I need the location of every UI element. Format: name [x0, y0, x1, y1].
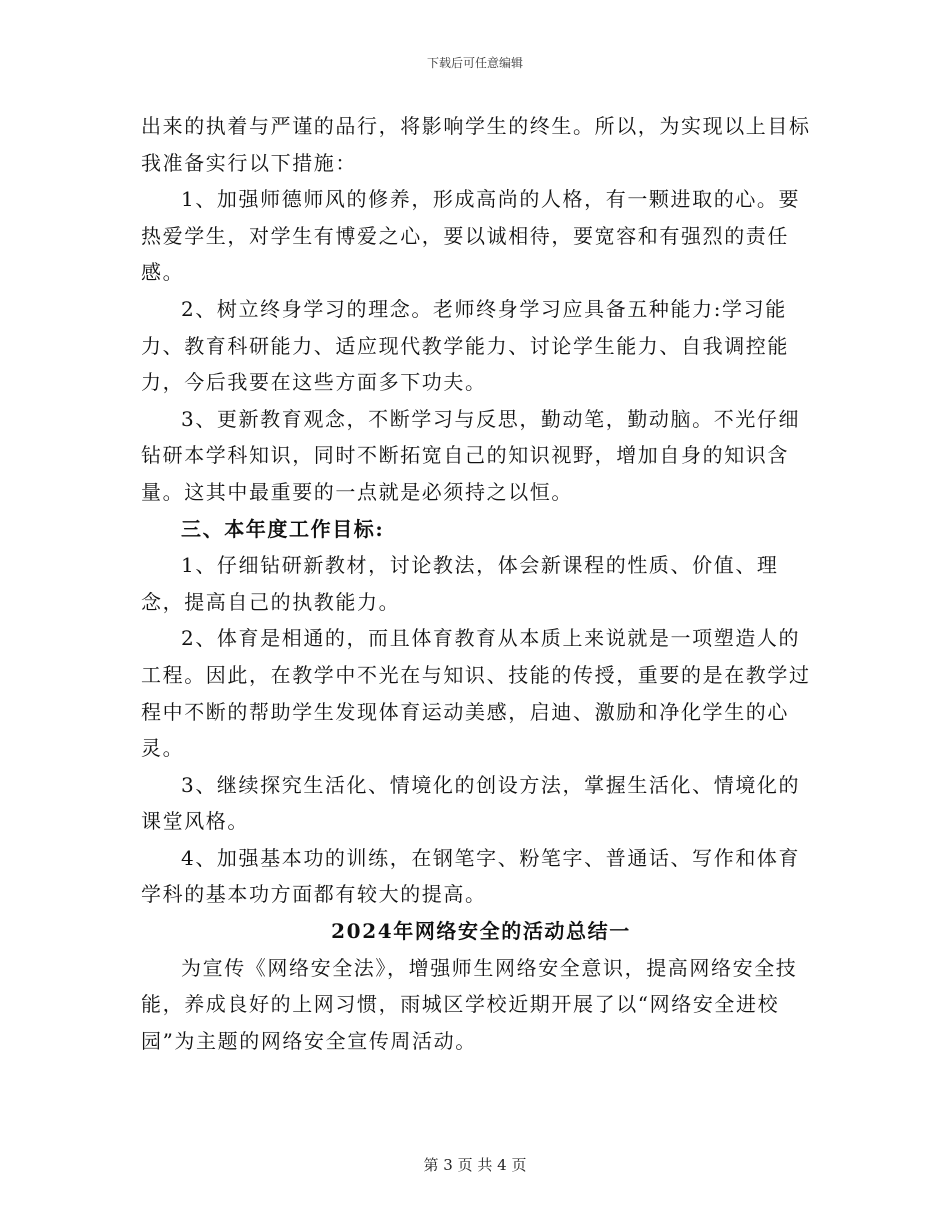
document-body: [141, 108, 821, 1059]
goal-item-4: 4、加强基本功的训练，在钢笔字、粉笔字、普通话、写作和体育学科的基本功方面都有较大的提高。: [141, 845, 801, 907]
measure-item-2: 2、树立终身学习的理念。老师终身学习应具备五种能力:学习能力、教育科研能力、适应现代教学能力、讨论学生能力、自我调控能力，今后我要在这些方面多下功夫。: [141, 296, 789, 395]
goal-item-1: 1、仔细钻研新教材，讨论教法，体会新课程的性质、价值、理念，提高自己的执教能力。: [141, 553, 779, 614]
document-title: 2024年网络安全的活动总结一: [331, 919, 631, 944]
goal-item-2: 2、体育是相通的，而且体育教育从本质上来说就是一项塑造人的工程。因此，在教学中不光在与知识、技能的传授，重要的是在教学过程中不断的帮助学生发现体育运动美感，启迪、激励和净化学生的心灵。: [141, 626, 811, 761]
page-header: 下载后可任意编辑: [426, 56, 523, 70]
goal-item-3: 3、继续探究生活化、情境化的创设方法，掌握生活化、情境化的课堂风格。: [141, 772, 801, 834]
section-heading-annual-goals: 三、本年度工作目标:: [181, 516, 385, 541]
summary-intro-paragraph: 为宣传《网络安全法》，增强师生网络安全意识，提高网络安全技能，养成良好的上网习惯，雨城区学校近期开展了以“网络安全进校园”为主题的网络安全宣传周活动。: [141, 955, 798, 1053]
measure-item-3: 3、更新教育观念，不断学习与反思，勤动笔，勤动脑。不光仔细钻研本学科知识，同时不断拓宽自己的知识视野，增加自身的知识含量。这其中最重要的一点就是必须持之以恒。: [141, 406, 801, 504]
measure-item-1: 1、加强师德师风的修养，形成高尚的人格，有一颗进取的心。要热爱学生，对学生有博爱之心，要以诚相待，要宽容和有强烈的责任感。: [141, 187, 801, 285]
page-footer: 第 3 页 共 4 页: [423, 1156, 527, 1174]
paragraph-continuation: 出来的执着与严谨的品行，将影响学生的终生。所以，为实现以上目标我准备实行以下措施：: [141, 114, 811, 175]
